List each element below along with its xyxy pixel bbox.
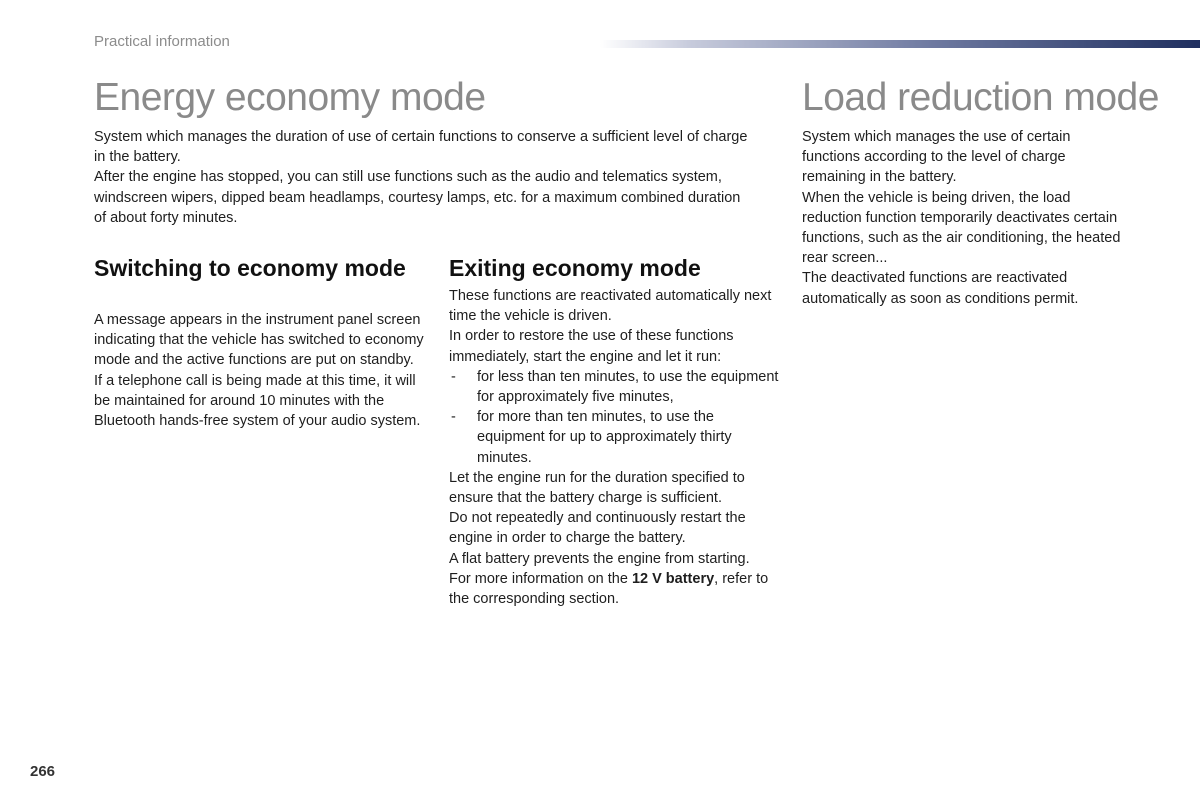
- energy-intro-paragraph: System which manages the duration of use of certain functions to conserve a sufficient level of charge in the battery.: [94, 129, 748, 166]
- exiting-heading: Exiting economy mode: [449, 255, 701, 281]
- exiting-paragraph: These functions are reactivated automatically next time the vehicle is driven.: [449, 288, 772, 325]
- dash-bullet: -: [451, 409, 456, 426]
- energy-economy-title: Energy economy mode: [94, 76, 486, 119]
- exiting-list-item: [449, 407, 779, 468]
- switching-heading: Switching to economy mode: [94, 255, 406, 281]
- more-info-paragraph: [449, 569, 779, 609]
- exiting-list-text: for less than ten minutes, to use the equipment for approximately five minutes,: [477, 368, 779, 406]
- exiting-body: [449, 286, 779, 609]
- exiting-paragraph: Let the engine run for the duration specified to ensure that the battery charge is sufficient.: [449, 469, 745, 507]
- exiting-paragraph: Do not repeatedly and continuously restart the engine in order to charge the battery.: [449, 510, 746, 547]
- exiting-paragraph: A flat battery prevents the engine from starting.: [449, 550, 750, 567]
- load-paragraph: System which manages the use of certain functions according to the level of charge remaining in the battery.: [802, 129, 1071, 186]
- switching-paragraph: If a telephone call is being made at this time, it will be maintained for around 10 minutes with the Bluetooth hands-free system of your audio system.: [94, 372, 421, 430]
- load-paragraph: The deactivated functions are reactivated automatically as soon as conditions permit.: [802, 270, 1079, 307]
- exiting-list-text: for more than ten minutes, to use the equipment for up to approximately thirty minutes.: [477, 409, 732, 466]
- exiting-paragraph: In order to restore the use of these functions immediately, start the engine and let it run:: [449, 328, 734, 365]
- page-number: 266: [30, 763, 56, 780]
- load-reduction-body: [802, 127, 1132, 309]
- energy-intro-paragraph: After the engine has stopped, you can still use functions such as the audio and telematics system, windscreen wipers, dipped beam headlamps, courtesy lamps, etc. for a maximum combined duration of about forty minutes.: [94, 169, 741, 226]
- more-info-suffix: , refer to the corresponding section.: [449, 570, 769, 608]
- switching-paragraph: A message appears in the instrument panel screen indicating that the vehicle has switched to economy mode and the active functions are put on standby.: [94, 312, 424, 369]
- more-info-prefix: For more information on the: [449, 570, 632, 587]
- dash-bullet: -: [451, 368, 456, 385]
- switching-body: [94, 310, 424, 431]
- header-accent-bar: [600, 40, 1200, 48]
- battery-reference: 12 V battery: [631, 570, 715, 587]
- exiting-list-item: [449, 367, 779, 407]
- section-label: Practical information: [94, 33, 230, 50]
- load-paragraph: When the vehicle is being driven, the load reduction function temporarily deactivates certain functions, such as the air conditioning, the heated rear screen...: [802, 189, 1121, 267]
- load-reduction-title: Load reduction mode: [802, 76, 1159, 119]
- energy-intro: [94, 127, 754, 228]
